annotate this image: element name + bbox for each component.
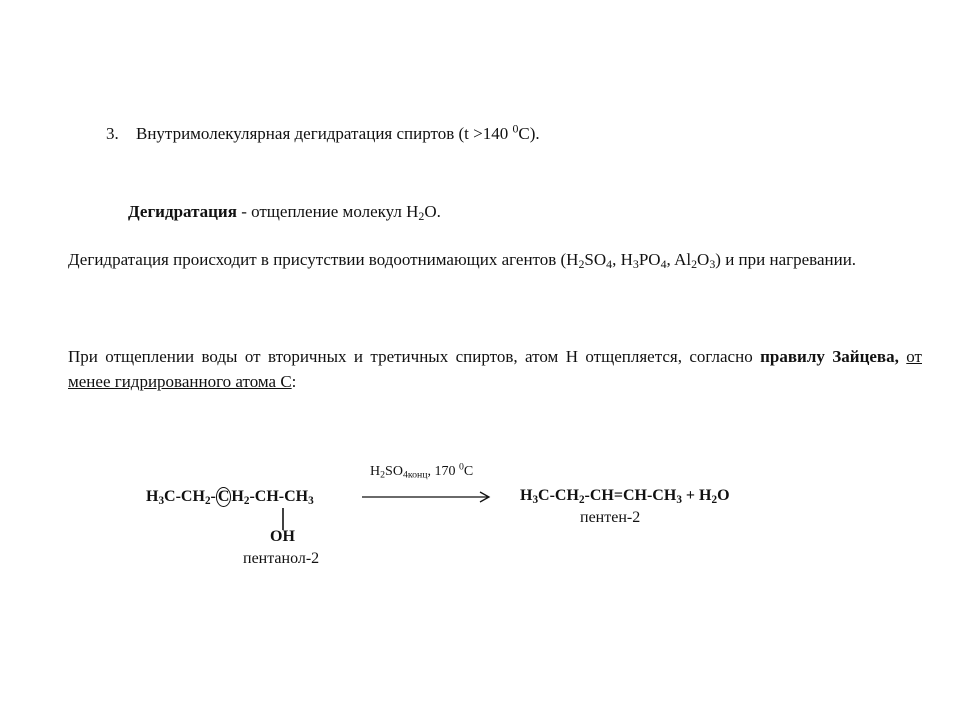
definition: Дегидратация - отщепление молекул $H_2O$.: [128, 202, 441, 223]
section-title: Внутримолекулярная дегидратация спиртов (t >140: [136, 124, 513, 143]
product-formula: $H_3C-CH_2-CH=CH-CH_3 + H_2O$: [520, 487, 730, 506]
arrow-head: [480, 492, 489, 502]
circled-carbon: C: [217, 488, 230, 505]
hydroxyl-group: OH: [270, 528, 295, 545]
underlined-phrase: от менее гидрированного атома С: [68, 347, 922, 391]
section-number: 3.: [106, 124, 119, 143]
reaction-condition: $H_2SO_{4конц}$, 170 $^0$C: [370, 461, 474, 481]
section-heading: 3. Внутримолекулярная дегидратация спиртов (t >140 $^0$C).: [106, 121, 540, 143]
product-name: пентен-2: [580, 509, 641, 526]
paragraph-agents: Дегидратация происходит в присутствии водоотнимающих агентов ($H_2SO_4$, $H_3PO_4$, $Al_2O_3$) и при нагревании.: [68, 250, 857, 271]
paragraph-zaitsev: При отщеплении воды от вторичных и третичных спиртов, атом H отщепляется, согласно правилу Зайцева, от менее гидрированного атома С:: [68, 347, 922, 391]
reactant-formula: $H_3C-CH_2-$ C $H_2-CH-CH_3$: [146, 488, 314, 507]
reactant-name: пентанол-2: [243, 550, 320, 567]
zaitsev-rule: правилу Зайцева,: [760, 347, 899, 366]
definition-term: Дегидратация: [128, 202, 237, 221]
